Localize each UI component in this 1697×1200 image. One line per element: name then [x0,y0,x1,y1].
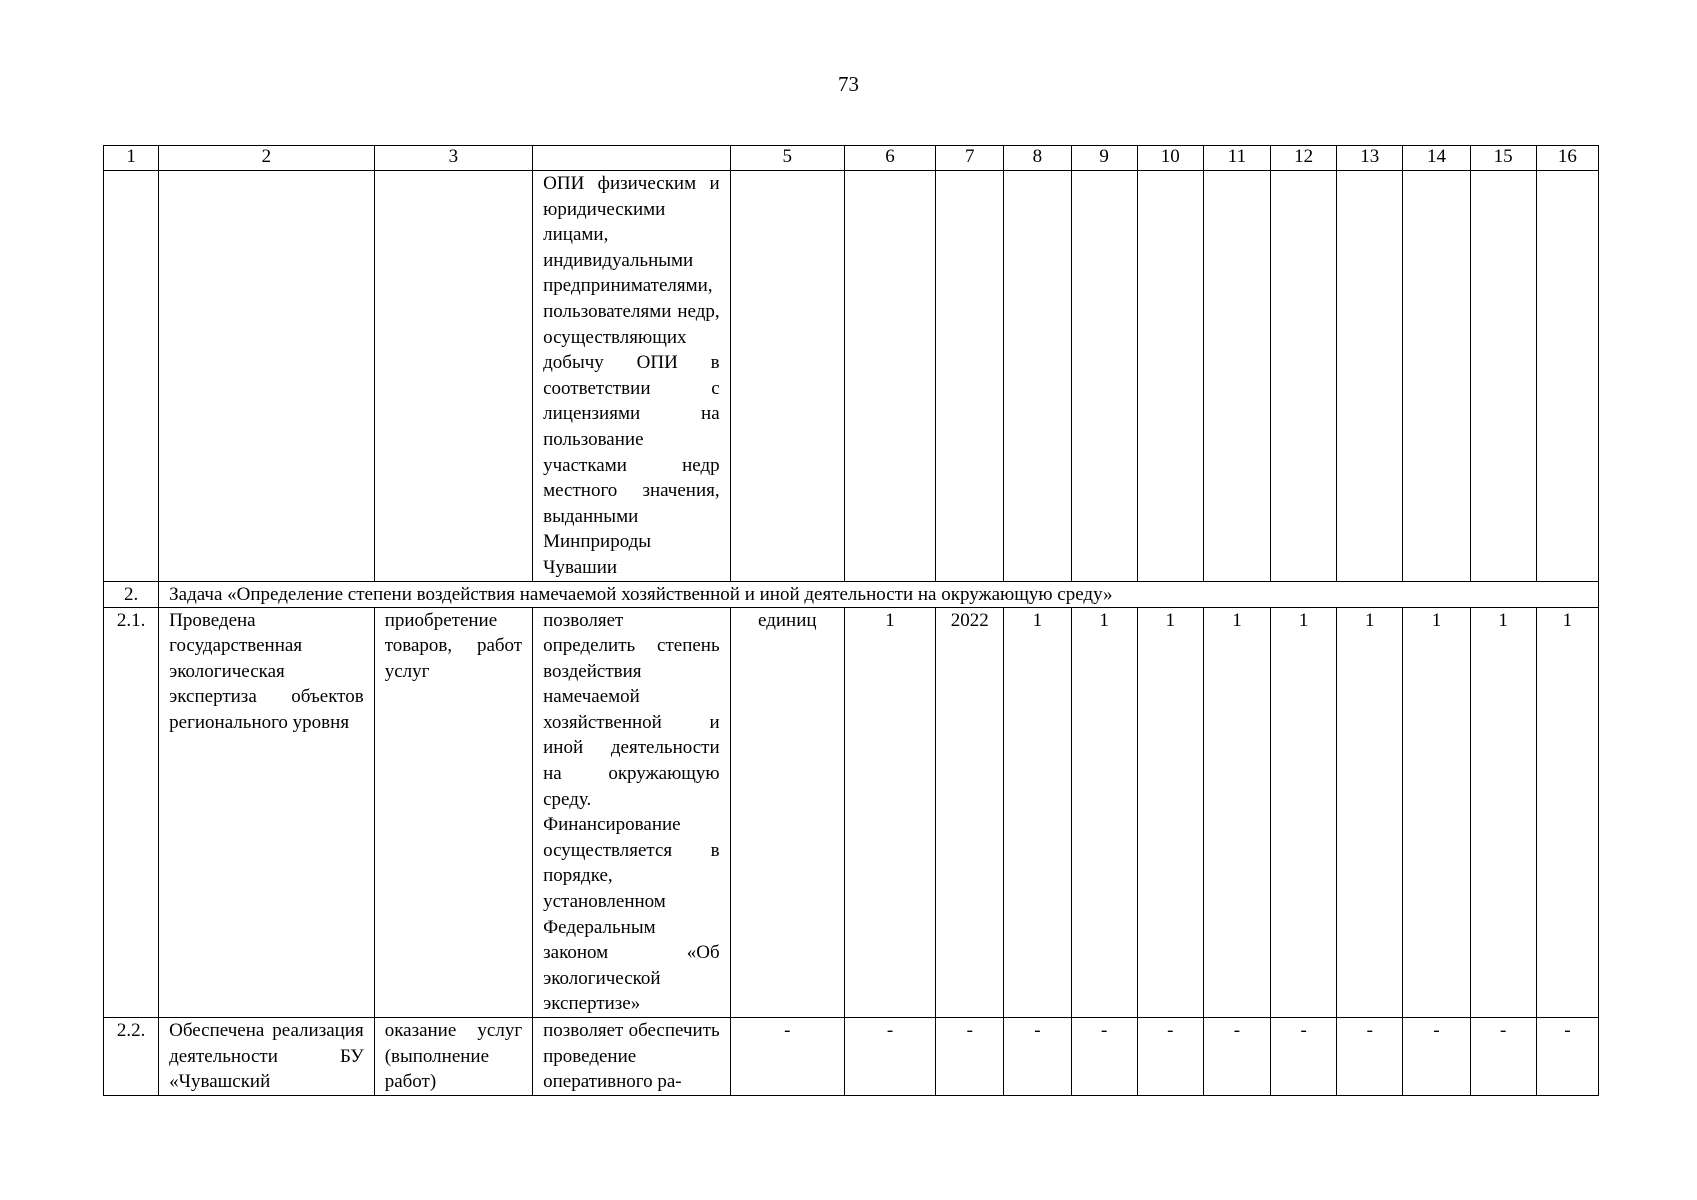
description-cell: ОПИ физическим и юридическими лицами, индивидуальными предпринимателями, пользователями недр, осуществляющих добычу ОПИ в соответствии с лицензиями на пользование участками недр местного значения, выданными Минприроды Чувашии [533,171,731,582]
header-cell: 10 [1137,146,1203,171]
header-cell: 1 [104,146,159,171]
task-row [104,581,1599,607]
value-cell: 1 [1470,607,1536,1018]
value-cell: - [1203,1018,1270,1096]
value-cell: - [1337,1018,1403,1096]
header-cell: 5 [730,146,844,171]
value-cell: - [1271,1018,1337,1096]
header-cell [533,146,731,171]
row-number: 2.2. [104,1018,159,1096]
value-cell: 1 [1071,607,1137,1018]
indicators-table [103,145,1599,1096]
header-cell: 12 [1271,146,1337,171]
value-cell: - [844,1018,935,1096]
result-cell: Проведена государственная экологическая экспертиза объектов регионального уровня [159,607,375,1018]
description-cell: позволяет определить степень воздействия намечаемой хозяйственной и иной деятельности на окружающую среду. Финансирование осуществляется в порядке, установленном Федеральным законом «Об экологической экспертизе» [533,607,731,1018]
header-row [104,146,1599,171]
value-cell: 1 [1137,607,1203,1018]
task-title: Задача «Определение степени воздействия намечаемой хозяйственной и иной деятельности на окружающую среду» [159,581,1599,607]
value-cell: - [936,1018,1004,1096]
type-cell: оказание услуг (выполнение работ) [374,1018,532,1096]
value-cell: - [1536,1018,1598,1096]
value-cell: 2022 [936,607,1004,1018]
header-cell: 16 [1536,146,1598,171]
value-cell: - [1137,1018,1203,1096]
header-cell: 15 [1470,146,1536,171]
header-cell: 3 [374,146,532,171]
result-cell: Обеспечена реализация деятельности БУ «Чувашский [159,1018,375,1096]
value-cell: 1 [1337,607,1403,1018]
type-cell: приобретение товаров, работ услуг [374,607,532,1018]
unit-cell: - [730,1018,844,1096]
header-cell: 2 [159,146,375,171]
value-cell: - [1403,1018,1470,1096]
header-cell: 9 [1071,146,1137,171]
value-cell: 1 [1004,607,1071,1018]
value-cell: - [1470,1018,1536,1096]
page-number: 73 [838,72,859,96]
value-cell: - [1071,1018,1137,1096]
header-cell: 14 [1403,146,1470,171]
value-cell: 1 [1536,607,1598,1018]
table-row [104,1018,1599,1096]
header-cell: 13 [1337,146,1403,171]
value-cell: 1 [1203,607,1270,1018]
unit-cell: единиц [730,607,844,1018]
header-cell: 11 [1203,146,1270,171]
value-cell: - [1004,1018,1071,1096]
continuation-row [104,171,1599,582]
header-cell: 7 [936,146,1004,171]
value-cell: 1 [1403,607,1470,1018]
table-row [104,607,1599,1018]
header-cell: 6 [844,146,935,171]
header-cell: 8 [1004,146,1071,171]
value-cell: 1 [1271,607,1337,1018]
value-cell: 1 [844,607,935,1018]
task-number: 2. [104,581,159,607]
row-number: 2.1. [104,607,159,1018]
description-cell: позволяет обеспечить проведение оперативного ра- [533,1018,731,1096]
